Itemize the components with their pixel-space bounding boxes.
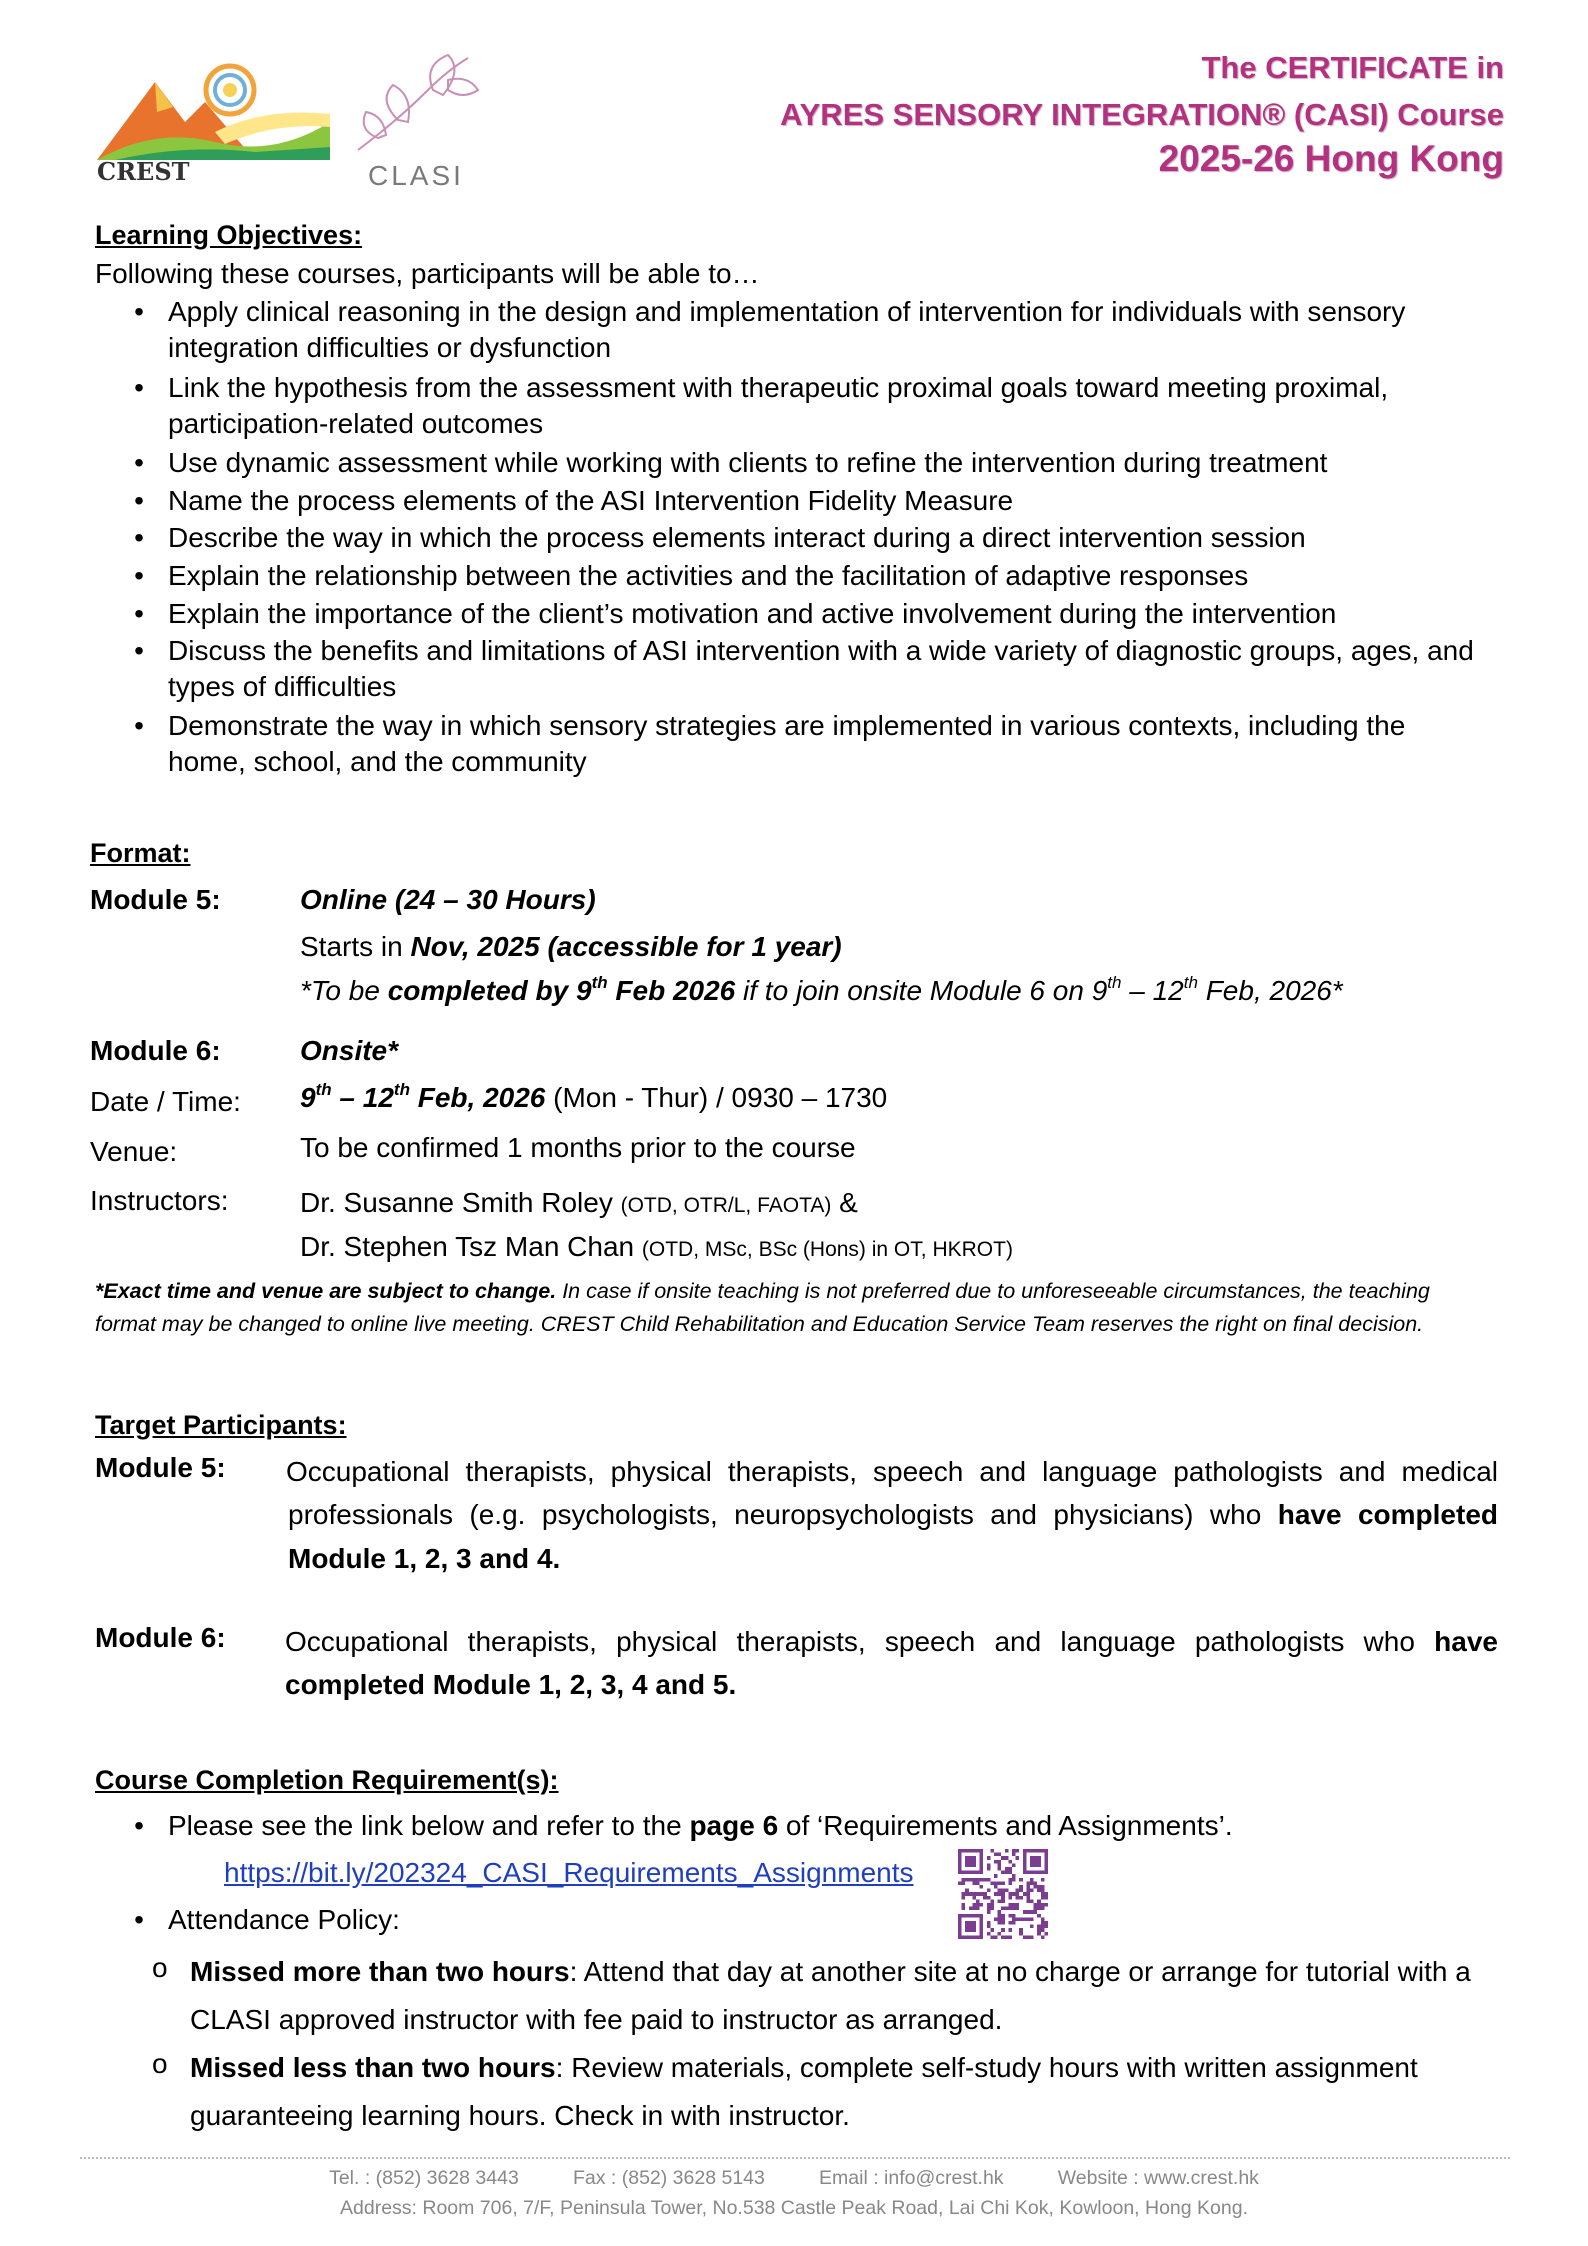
format-module5-label: Module 5: — [90, 884, 221, 915]
list-item: Link the hypothesis from the assessment with therapeutic proximal goals toward meeting proximal, participation-related outcomes — [168, 372, 1389, 440]
footer-contact: Tel. : (852) 3628 3443 Fax : (852) 3628 5143 Email : info@crest.hk Website : www.crest.hk — [329, 2167, 1259, 2189]
course-title-line2: AYRES SENSORY INTEGRATION® (CASI) Course — [780, 97, 1504, 132]
venue-label: Venue: — [90, 1136, 178, 1167]
instructor-1: Dr. Susanne Smith Roley (OTD, OTR/L, FAOTA) & — [300, 1187, 858, 1218]
objectives-heading: Learning Objectives: — [95, 220, 363, 250]
target-heading: Target Participants: — [95, 1410, 347, 1440]
list-item: Demonstrate the way in which sensory strategies are implemented in various contexts, including the home, school, and the community — [168, 710, 1406, 778]
bullet-icon: • — [134, 710, 144, 741]
date-time-value: 9th – 12th Feb, 2026 (Mon - Thur) / 0930 – 1730 — [300, 1079, 888, 1113]
completion-item-1: Please see the link below and refer to the page 6 of ‘Requirements and Assignments’. — [168, 1810, 1233, 1841]
target-module6-text: Occupational therapists, physical therapists, speech and language pathologists who have completed Module 1, 2, 3, 4 and 5. — [285, 1626, 1498, 1701]
completion-heading: Course Completion Requirement(s): — [95, 1765, 559, 1795]
footer-divider — [80, 2157, 1510, 2159]
circle-bullet-icon: o — [152, 1952, 168, 1983]
target-module5-label: Module 5: — [95, 1452, 226, 1483]
crest-logo — [95, 52, 335, 187]
bullet-icon: • — [134, 447, 144, 478]
target-module5-text: Occupational therapists, physical therapists, speech and language pathologists and medical professionals (e.g. psychologists, neuropsychologists and physicians) who have completed Module 1, 2, 3 and 4. — [286, 1456, 1498, 1574]
bullet-icon: • — [134, 1810, 144, 1841]
list-item: Describe the way in which the process elements interact during a direct intervention session — [168, 522, 1306, 553]
instructors-label: Instructors: — [90, 1185, 229, 1216]
bullet-icon: • — [134, 296, 144, 327]
attendance-rule-1: Missed more than two hours: Attend that day at another site at no charge or arrange for tutorial with a CLASI approved instructor with fee paid to instructor as arranged. — [190, 1956, 1471, 2036]
footer-address: Address: Room 706, 7/F, Peninsula Tower, No.538 Castle Peak Road, Lai Chi Kok, Kowloon, Hong Kong. — [340, 2197, 1248, 2219]
instructor-2: Dr. Stephen Tsz Man Chan (OTD, MSc, BSc (Hons) in OT, HKROT) — [300, 1231, 1013, 1262]
magnolia-flower-icon — [338, 50, 488, 160]
format-module5-deadline: *To be completed by 9th Feb 2026 if to join onsite Module 6 on 9th – 12th Feb, 2026* — [300, 972, 1343, 1006]
format-module5-start: Starts in Nov, 2025 (accessible for 1 year) — [300, 931, 842, 962]
date-time-label: Date / Time: — [90, 1086, 241, 1117]
format-disclaimer: *Exact time and venue are subject to change. In case if onsite teaching is not preferred due to unforeseeable circumstances, the teaching format may be changed to online live meeting. CREST Child Rehabilitation and Education Service Team reserves the right on final decision. — [95, 1279, 1430, 1337]
crest-wordmark: CREST — [97, 157, 190, 186]
clasi-wordmark: CLASI — [368, 160, 464, 191]
bullet-icon: • — [134, 485, 144, 516]
requirements-link[interactable]: https://bit.ly/202324_CASI_Requirements_Assignments — [224, 1857, 914, 1888]
list-item: Explain the relationship between the activities and the facilitation of adaptive responses — [168, 560, 1249, 591]
course-title-line3: 2025-26 Hong Kong — [1158, 138, 1504, 179]
attendance-rule-2: Missed less than two hours: Review materials, complete self-study hours with written assignment guaranteeing learning hours. Check in with instructor. — [190, 2052, 1418, 2132]
objectives-intro: Following these courses, participants will be able to… — [95, 258, 760, 289]
clasi-logo — [338, 50, 488, 190]
list-item: Discuss the benefits and limitations of ASI intervention with a wide variety of diagnostic groups, ages, and types of difficulties — [168, 635, 1474, 703]
list-item: Explain the importance of the client’s motivation and active involvement during the intervention — [168, 598, 1337, 629]
bullet-icon: • — [134, 560, 144, 591]
bullet-icon: • — [134, 635, 144, 666]
target-module6-label: Module 6: — [95, 1622, 226, 1653]
list-item: Apply clinical reasoning in the design and implementation of intervention for individuals with sensory integration difficulties or dysfunction — [168, 296, 1406, 364]
format-module6-label: Module 6: — [90, 1035, 221, 1066]
bullet-icon: • — [134, 372, 144, 403]
list-item: Name the process elements of the ASI Intervention Fidelity Measure — [168, 485, 1014, 516]
format-heading: Format: — [90, 838, 191, 868]
list-item: Use dynamic assessment while working with clients to refine the intervention during treatment — [168, 447, 1328, 478]
venue-value: To be confirmed 1 months prior to the course — [300, 1132, 856, 1163]
bullet-icon: • — [134, 598, 144, 629]
format-module6-mode: Onsite* — [300, 1035, 399, 1066]
bullet-icon: • — [134, 1904, 144, 1935]
completion-item-2: Attendance Policy: — [168, 1904, 400, 1935]
format-module5-mode: Online (24 – 30 Hours) — [300, 884, 596, 915]
circle-bullet-icon: o — [152, 2048, 168, 2079]
bullet-icon: • — [134, 522, 144, 553]
course-title-line1: The CERTIFICATE in — [1201, 50, 1504, 85]
